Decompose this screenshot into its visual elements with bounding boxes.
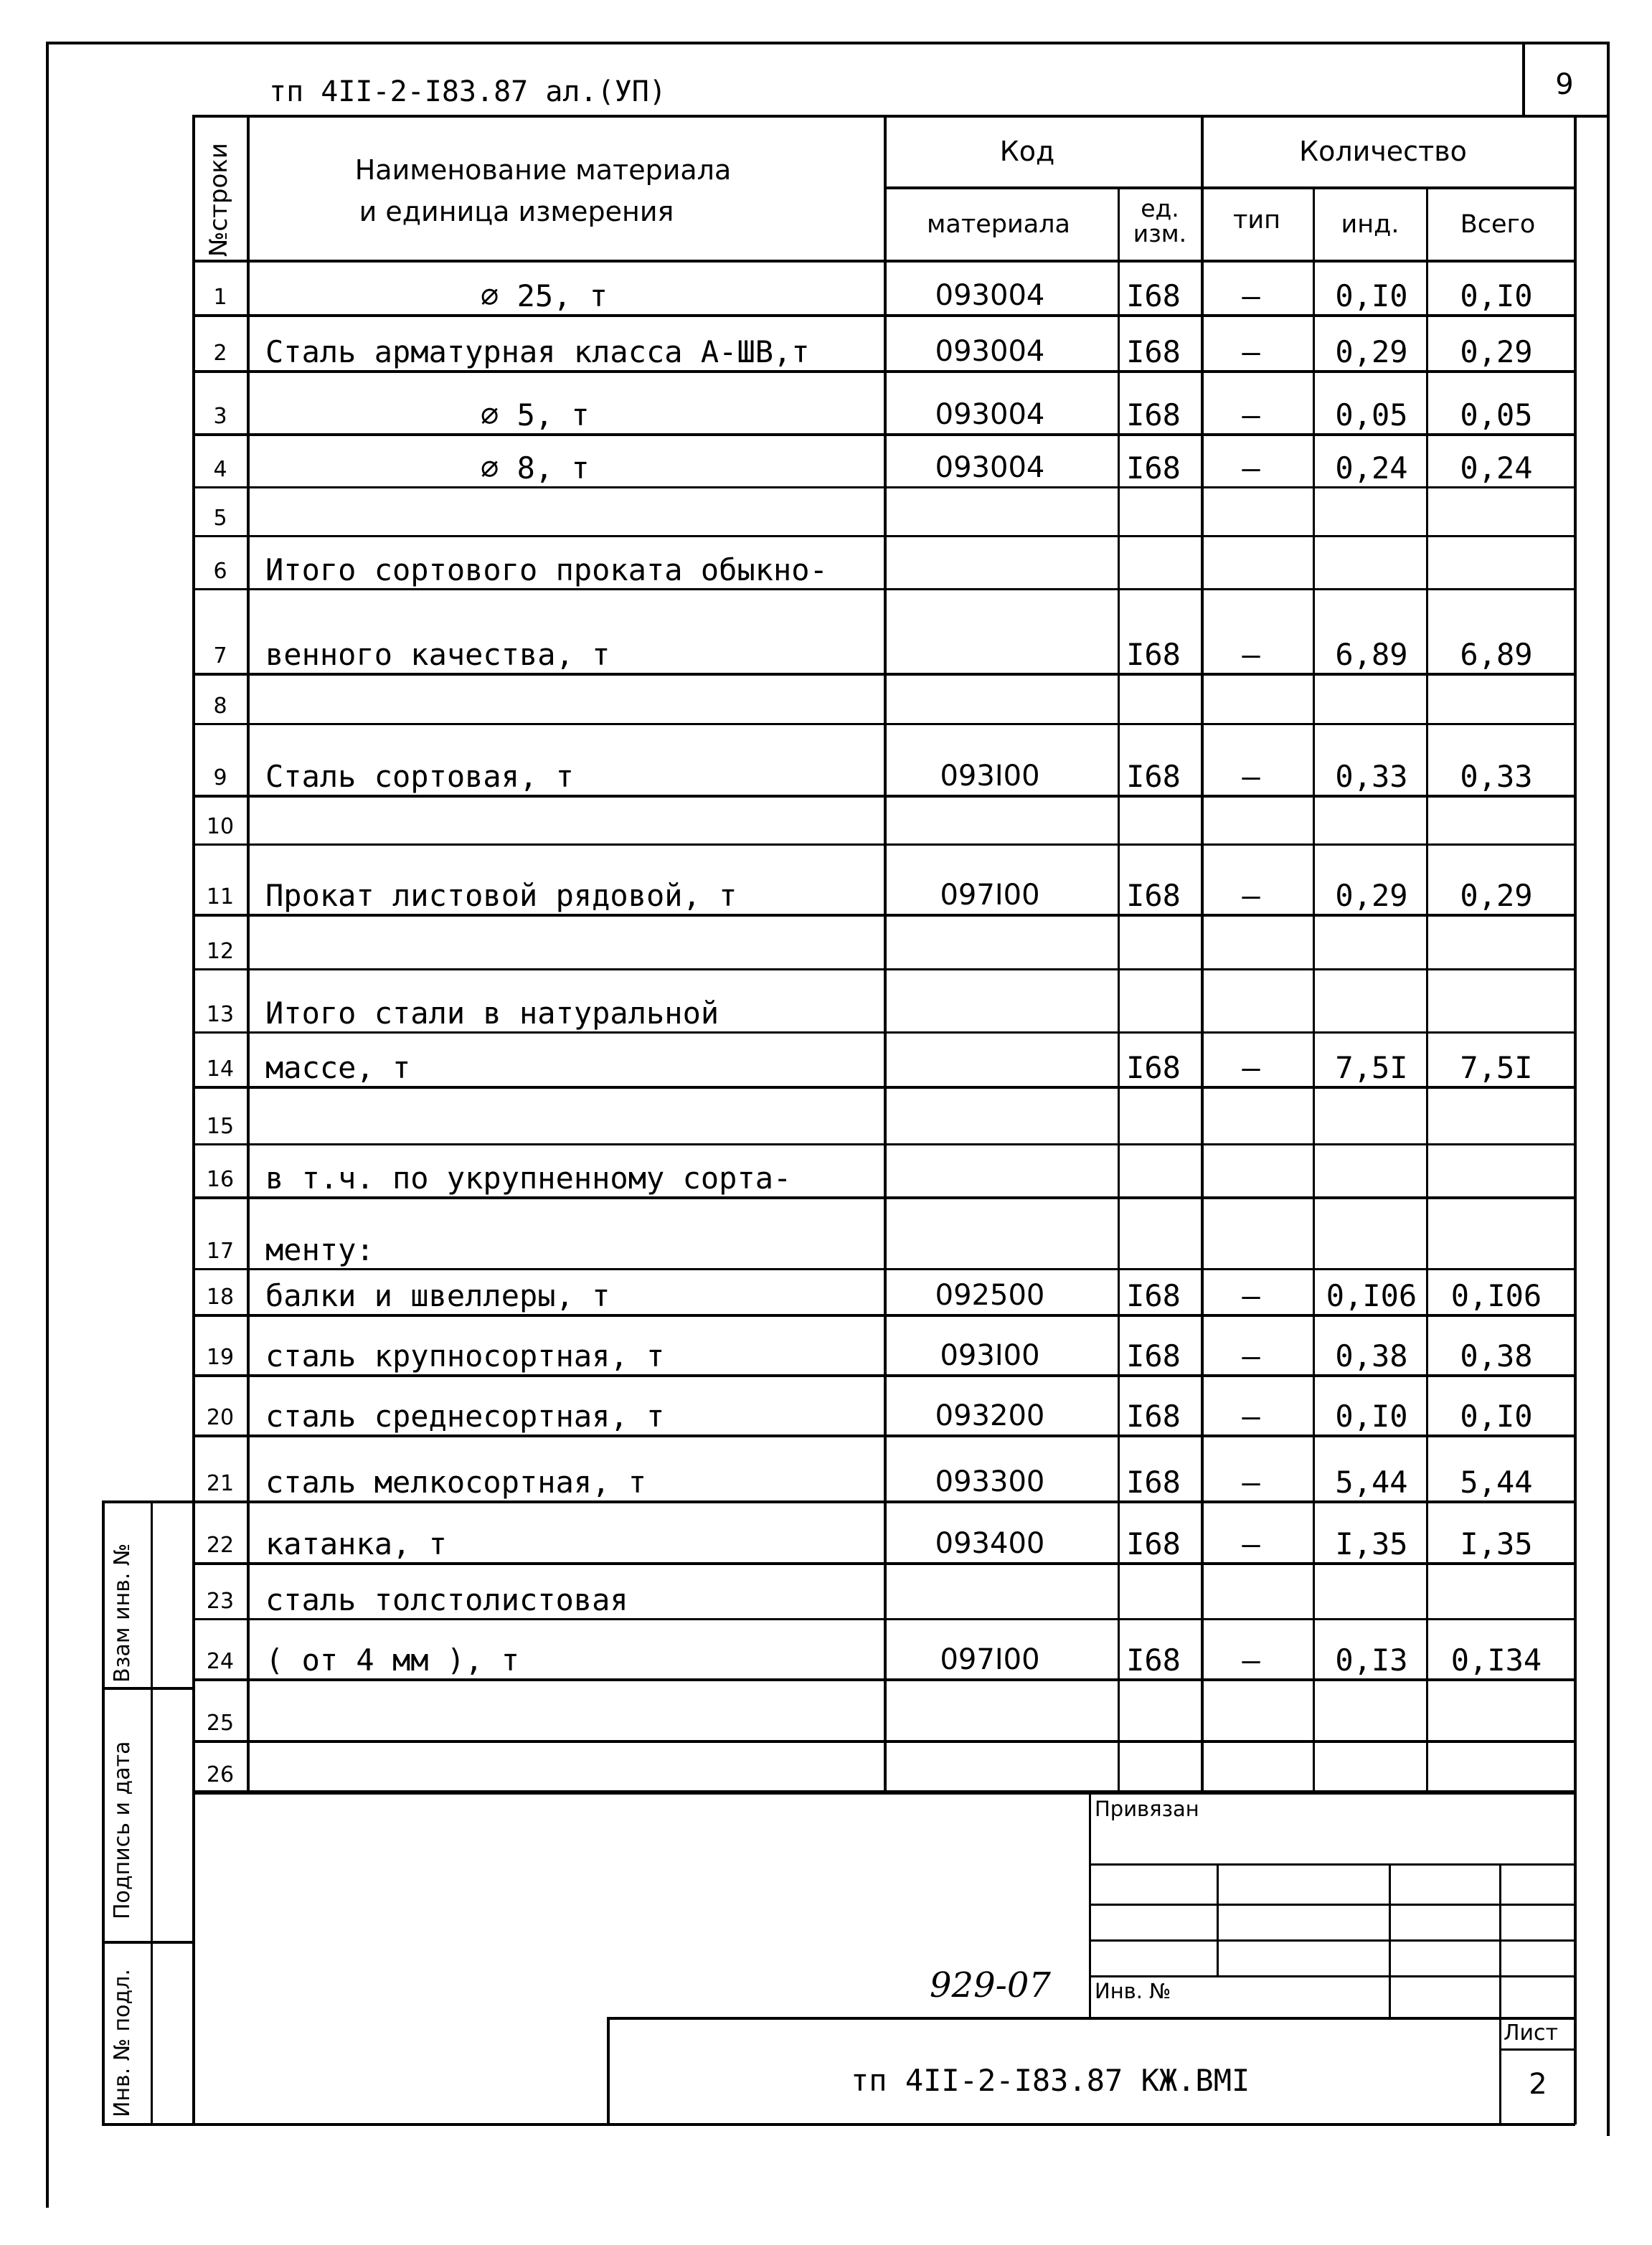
row-number: 23 (206, 1589, 235, 1614)
row-code: 093I00 (940, 1339, 1040, 1372)
col-header-unit: ед. изм. (1133, 194, 1187, 247)
row-separator (192, 843, 1575, 846)
row-ind: 0,I0 (1335, 278, 1408, 313)
row-code: 093200 (935, 1399, 1045, 1432)
row-code: 093004 (935, 451, 1045, 484)
row-type: – (1242, 450, 1260, 486)
row-separator (192, 1196, 1575, 1199)
row-total: 0,33 (1460, 759, 1533, 794)
row-type: – (1242, 278, 1260, 313)
row-ind: 7,5I (1335, 1050, 1408, 1085)
doc-code-box-top (607, 2017, 1575, 2020)
row-number: 18 (206, 1285, 235, 1310)
row-code: 093300 (935, 1465, 1045, 1498)
row-code: 093004 (935, 335, 1045, 368)
row-type: – (1242, 1643, 1260, 1678)
row-number: 19 (206, 1345, 235, 1370)
row-ind: 0,29 (1335, 878, 1408, 913)
privyazan-label: Привязан (1095, 1797, 1199, 1821)
row-number: 21 (206, 1471, 235, 1496)
row-total: 0,29 (1460, 334, 1533, 369)
handwritten-number: 929-07 (930, 1965, 1051, 2005)
row-separator (192, 535, 1575, 537)
page-number: 9 (1555, 68, 1574, 101)
col-header-total: Всего (1460, 210, 1536, 239)
row-type: – (1242, 878, 1260, 913)
row-unit: I68 (1126, 278, 1181, 313)
row-separator (192, 1435, 1575, 1437)
row-separator (192, 1031, 1575, 1034)
row-unit: I68 (1126, 1643, 1181, 1678)
inv-no-label: Инв. № (1095, 1979, 1171, 2003)
row-separator (192, 673, 1575, 676)
subheader-line (885, 186, 1575, 189)
row-type: – (1242, 1399, 1260, 1434)
row-separator (192, 486, 1575, 488)
side-strip-div-2 (102, 1941, 194, 1944)
row-number: 2 (213, 341, 227, 366)
row-separator (192, 433, 1575, 436)
row-name: сталь толстолистовая (265, 1582, 628, 1617)
row-separator (192, 1500, 1575, 1503)
row-ind: 0,33 (1335, 759, 1408, 794)
col-line-right (1574, 115, 1577, 2125)
row-type: – (1242, 1465, 1260, 1500)
row-separator (192, 914, 1575, 917)
row-name: Прокат листовой рядовой, т (265, 878, 737, 913)
row-name: ( от 4 мм ), т (265, 1643, 520, 1678)
row-separator (192, 1086, 1575, 1089)
row-type: – (1242, 1278, 1260, 1313)
row-number: 5 (213, 506, 227, 531)
row-total: 0,05 (1460, 397, 1533, 433)
row-number: 25 (206, 1711, 235, 1736)
row-unit: I68 (1126, 1465, 1181, 1500)
col-line-rowno (247, 115, 250, 1793)
stamp-grid-line-2 (1089, 1904, 1575, 1906)
row-type: – (1242, 397, 1260, 433)
row-name: сталь среднесортная, т (265, 1399, 665, 1434)
row-separator (192, 370, 1575, 373)
row-total: 7,5I (1460, 1050, 1533, 1085)
col-header-code: Код (999, 136, 1055, 167)
side-label-inv-podl: Инв. № подл. (110, 1969, 135, 2117)
row-name: Сталь арматурная класса А-ШВ,т (265, 334, 810, 369)
row-number: 26 (206, 1762, 235, 1787)
stamp-grid-line-4 (1089, 1975, 1575, 1977)
row-code: 093400 (935, 1527, 1045, 1560)
row-number: 17 (206, 1239, 235, 1264)
row-separator (192, 1618, 1575, 1620)
row-name: ⌀ 25, т (481, 278, 608, 313)
row-separator (192, 588, 1575, 590)
col-header-ind: инд. (1341, 210, 1400, 239)
row-separator (192, 723, 1575, 725)
row-ind: 0,I3 (1335, 1643, 1408, 1678)
stamp-bottom-line (192, 2123, 1575, 2126)
row-total: 6,89 (1460, 637, 1533, 672)
row-total: 0,24 (1460, 450, 1533, 486)
doc-code: тп 4II-2-I83.87 КЖ.ВМI (851, 2063, 1250, 2098)
row-name: сталь крупносортная, т (265, 1338, 665, 1374)
row-number: 10 (206, 814, 235, 839)
row-number: 4 (213, 457, 227, 482)
row-name: балки и швеллеры, т (265, 1278, 610, 1313)
row-unit: I68 (1126, 637, 1181, 672)
row-name: ⌀ 5, т (481, 397, 590, 433)
row-name: ⌀ 8, т (481, 450, 590, 486)
row-unit: I68 (1126, 450, 1181, 486)
row-type: – (1242, 1050, 1260, 1085)
row-ind: 5,44 (1335, 1465, 1408, 1500)
row-separator (192, 314, 1575, 317)
row-number: 13 (206, 1002, 235, 1027)
col-line-name (884, 115, 887, 1793)
col-header-name-line2: и единица измерения (359, 196, 674, 227)
row-name: сталь мелкосортная, т (265, 1465, 647, 1500)
stamp-top-line (192, 1790, 1575, 1793)
col-line-type (1313, 188, 1315, 1793)
row-code: 093004 (935, 279, 1045, 312)
row-unit: I68 (1126, 1278, 1181, 1313)
row-total: 0,38 (1460, 1338, 1533, 1374)
row-separator (192, 1143, 1575, 1145)
row-code: 097I00 (940, 879, 1040, 912)
row-number: 6 (213, 559, 227, 584)
row-type: – (1242, 759, 1260, 794)
row-ind: 0,I0 (1335, 1399, 1408, 1434)
col-line-material (1118, 188, 1120, 1793)
sheet-value: 2 (1529, 2068, 1547, 2101)
row-number: 22 (206, 1533, 235, 1558)
row-separator (192, 968, 1575, 970)
stamp-vline-1 (1217, 1863, 1219, 1977)
row-ind: 0,24 (1335, 450, 1408, 486)
row-total: I,35 (1460, 1526, 1533, 1561)
row-unit: I68 (1126, 397, 1181, 433)
row-number: 14 (206, 1057, 235, 1082)
row-number: 24 (206, 1649, 235, 1674)
row-unit: I68 (1126, 878, 1181, 913)
row-ind: 0,38 (1335, 1338, 1408, 1374)
row-type: – (1242, 1526, 1260, 1561)
col-line-left (192, 115, 195, 2125)
row-total: 0,I0 (1460, 278, 1533, 313)
row-number: 11 (206, 884, 235, 909)
row-separator (192, 1678, 1575, 1681)
side-label-vzam: Взам инв. № (110, 1543, 135, 1683)
row-separator (192, 1268, 1575, 1270)
row-name: менту: (265, 1232, 374, 1267)
row-code: 092500 (935, 1279, 1045, 1312)
stamp-grid-line-3 (1089, 1939, 1575, 1942)
row-type: – (1242, 1338, 1260, 1374)
row-unit: I68 (1126, 1338, 1181, 1374)
row-code: 093I00 (940, 760, 1040, 793)
col-header-name-line1: Наименование материала (354, 154, 732, 186)
row-name: Итого стали в натуральной (265, 996, 719, 1031)
row-total: 5,44 (1460, 1465, 1533, 1500)
side-strip-div-1 (102, 1687, 194, 1690)
row-separator (192, 1740, 1575, 1743)
side-strip-bottom (102, 2123, 194, 2126)
row-total: 0,29 (1460, 878, 1533, 913)
sheet-label: Лист (1504, 2021, 1559, 2046)
row-unit: I68 (1126, 759, 1181, 794)
row-number: 9 (213, 765, 227, 790)
sheet-label-line (1499, 2048, 1575, 2051)
row-ind: 6,89 (1335, 637, 1408, 672)
row-name: массе, т (265, 1050, 411, 1085)
side-label-podpis: Подпись и дата (110, 1741, 135, 1919)
row-name: Сталь сортовая, т (265, 759, 574, 794)
row-code: 093004 (935, 398, 1045, 431)
side-strip-mid (151, 1500, 153, 2125)
row-separator (192, 1374, 1575, 1377)
row-total: 0,I0 (1460, 1399, 1533, 1434)
header-doc-ref: тп 4II-2-I83.87 ал.(УП) (269, 75, 666, 108)
row-ind: 0,05 (1335, 397, 1408, 433)
stamp-vline-3 (1499, 1863, 1501, 2125)
row-code: 097I00 (940, 1643, 1040, 1676)
row-number: 20 (206, 1405, 235, 1430)
col-header-qty: Количество (1299, 136, 1467, 167)
row-ind: I,35 (1335, 1526, 1408, 1561)
row-name: Итого сортового проката обыкно- (265, 552, 828, 587)
row-unit: I68 (1126, 1399, 1181, 1434)
row-number: 7 (213, 643, 227, 668)
row-name: венного качества, т (265, 637, 610, 672)
row-ind: 0,29 (1335, 334, 1408, 369)
frame-left-line (46, 42, 49, 2208)
row-ind: 0,I06 (1326, 1278, 1417, 1313)
row-separator (192, 795, 1575, 798)
row-unit: I68 (1126, 1526, 1181, 1561)
doc-code-box-left (607, 2017, 610, 2125)
row-total: 0,I06 (1450, 1278, 1542, 1313)
row-total: 0,I34 (1450, 1643, 1542, 1678)
row-number: 16 (206, 1167, 235, 1192)
col-line-unit (1201, 115, 1204, 1793)
side-strip-top (102, 1500, 194, 1503)
col-header-type: тип (1232, 206, 1281, 235)
col-header-material: материала (926, 210, 1071, 239)
row-separator (192, 1314, 1575, 1317)
stamp-vline-2 (1389, 1863, 1391, 2020)
row-number: 12 (206, 939, 235, 964)
frame-right-line (1607, 42, 1610, 2136)
row-separator (192, 1562, 1575, 1565)
side-strip-left (102, 1500, 105, 2125)
col-line-ind (1426, 188, 1428, 1793)
row-type: – (1242, 334, 1260, 369)
col-header-row-no: №строки (204, 143, 233, 257)
row-type: – (1242, 637, 1260, 672)
row-unit: I68 (1126, 1050, 1181, 1085)
row-name: катанка, т (265, 1526, 447, 1561)
row-name: в т.ч. по укрупненному сорта- (265, 1161, 792, 1196)
row-number: 1 (213, 285, 227, 310)
page-number-box-left (1522, 42, 1525, 116)
frame-top-line (46, 42, 1610, 44)
row-number: 3 (213, 404, 227, 429)
row-unit: I68 (1126, 334, 1181, 369)
stamp-grid-line-1 (1089, 1863, 1575, 1866)
row-number: 8 (213, 694, 227, 719)
row-number: 15 (206, 1114, 235, 1139)
